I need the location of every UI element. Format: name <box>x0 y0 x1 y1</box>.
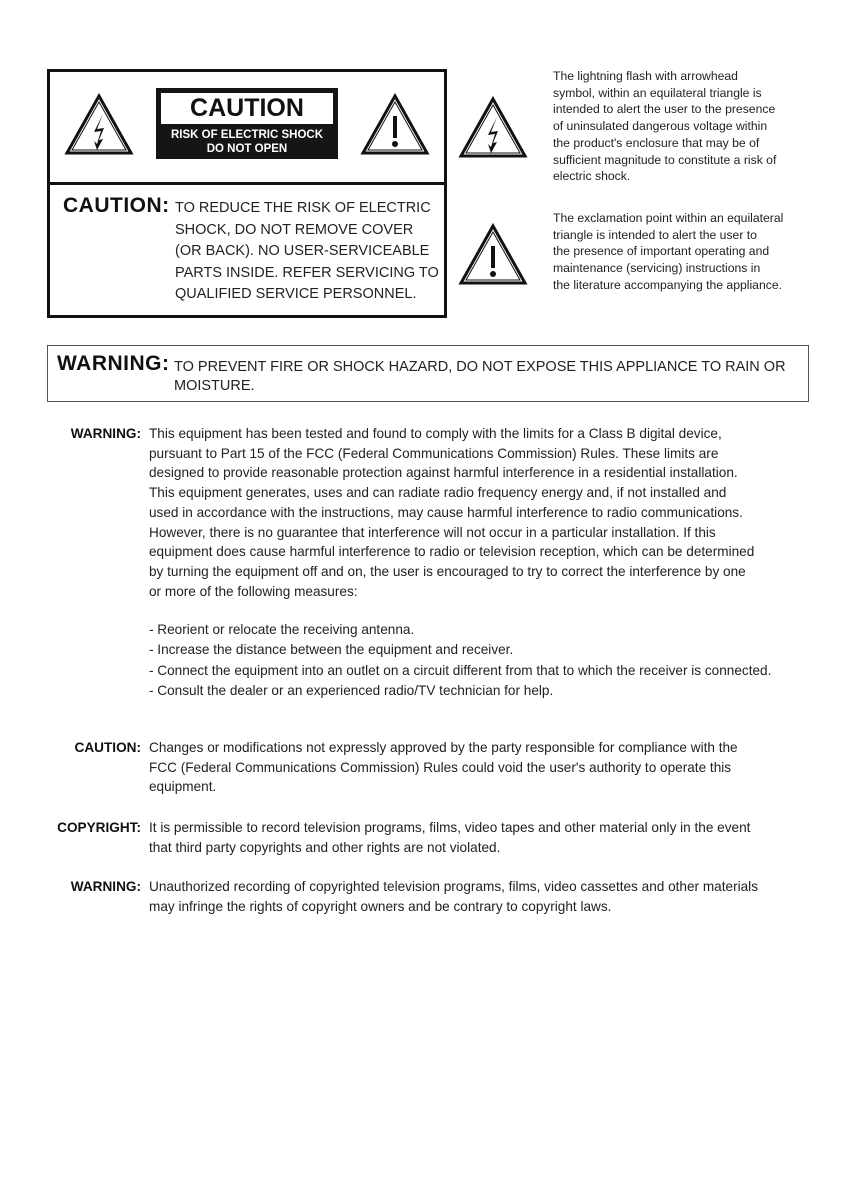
notice-label: WARNING: <box>70 426 141 441</box>
caution-text-line: TO REDUCE THE RISK OF ELECTRIC <box>175 200 431 216</box>
description-line: The exclamation point within an equilateral <box>553 211 784 225</box>
notice-line: designed to provide reasonable protection against harmful interference in a residential installation. <box>149 465 738 481</box>
caution-text-line: (OR BACK). NO USER-SERVICEABLE <box>175 243 430 259</box>
warning-box <box>47 345 809 402</box>
notice-line: Unauthorized recording of copyrighted television programs, films, video cassettes and other materials <box>149 879 758 894</box>
notice-line: equipment. <box>149 779 217 795</box>
notice-text <box>149 877 824 916</box>
list-item: - Reorient or relocate the receiving antenna. <box>149 622 415 637</box>
lightning-triangle-icon <box>64 92 134 156</box>
warning-text <box>174 358 804 396</box>
description-line: intended to alert the user to the presence <box>553 102 776 117</box>
notice-line: This equipment generates, uses and can radiate radio frequency energy and, if not installed and <box>149 485 727 501</box>
notice-line: may infringe the rights of copyright owners and be contrary to copyright laws. <box>149 898 612 914</box>
description-line: of uninsulated dangerous voltage within <box>553 119 768 134</box>
notice-line: by turning the equipment off and on, the user is encouraged to try to correct the interference by one <box>149 563 746 579</box>
caution-label-line: RISK OF ELECTRIC SHOCK <box>170 129 324 141</box>
list-item: - Connect the equipment into an outlet on a circuit different from that to which the receiver is connected. <box>149 662 772 678</box>
notice-line: Changes or modifications not expressly approved by the party responsible for compliance with the <box>149 740 738 755</box>
caution-text-line: SHOCK, DO NOT REMOVE COVER <box>175 221 414 238</box>
description-line: sufficient magnitude to constitute a risk of <box>553 152 777 167</box>
notice-line: pursuant to Part 15 of the FCC (Federal Communications Commission) Rules. These limits are <box>149 445 719 461</box>
description-line: maintenance (servicing) instructions in <box>553 261 761 276</box>
description-line: the product's enclosure that may be of <box>553 135 760 150</box>
lightning-symbol-icon <box>458 95 528 159</box>
exclamation-triangle-icon <box>360 92 430 156</box>
notice-line: FCC (Federal Communications Commission) Rules could void the user's authority to operate this <box>149 759 732 775</box>
caution-label-box <box>47 69 447 318</box>
caution-text-line: QUALIFIED SERVICE PERSONNEL. <box>175 286 417 302</box>
warning-text-line: TO PREVENT FIRE OR SHOCK HAZARD, DO NOT EXPOSE THIS APPLIANCE TO RAIN OR <box>174 359 786 375</box>
notice-text <box>149 424 824 601</box>
caution-text-line: PARTS INSIDE. REFER SERVICING TO <box>175 264 439 281</box>
notice-line: equipment does cause harmful interference to radio or television reception, which can be determined <box>149 544 755 560</box>
exclamation-symbol-icon <box>458 222 528 286</box>
notice-text <box>149 818 824 857</box>
notice-line: However, there is no guarantee that interference will not occur in a particular installation. If this <box>149 524 716 540</box>
list-item: - Consult the dealer or an experienced radio/TV technician for help. <box>149 682 554 698</box>
notice-text <box>149 738 824 797</box>
description-line: the literature accompanying the appliance. <box>553 277 782 292</box>
description-line: electric shock. <box>553 169 631 184</box>
caution-heading: CAUTION: <box>63 194 170 217</box>
notice-line: or more of the following measures: <box>149 583 358 599</box>
measures-list <box>149 620 824 701</box>
caution-text <box>175 198 447 306</box>
notice-line: This equipment has been tested and found to comply with the limits for a Class B digital device, <box>149 426 722 441</box>
exclamation-description <box>553 210 815 294</box>
notice-line: used in accordance with the instructions, may cause harmful interference to radio communications. <box>149 504 743 520</box>
description-line: the presence of important operating and <box>553 244 770 259</box>
warning-heading: WARNING: <box>57 352 170 375</box>
box-divider <box>50 182 444 185</box>
notice-label: CAUTION: <box>74 740 141 755</box>
caution-label <box>156 88 338 159</box>
notice-label: COPYRIGHT: <box>57 820 141 835</box>
caution-label-line: DO NOT OPEN <box>206 143 288 155</box>
description-line: The lightning flash with arrowhead <box>553 69 738 83</box>
warning-text-line: MOISTURE. <box>174 378 255 394</box>
description-line: triangle is intended to alert the user to <box>553 227 757 242</box>
notice-line: that third party copyrights and other rights are not violated. <box>149 839 501 855</box>
description-line: symbol, within an equilateral triangle is <box>553 85 762 100</box>
notice-line: It is permissible to record television programs, films, video tapes and other material only in the event <box>149 820 751 835</box>
list-item: - Increase the distance between the equipment and receiver. <box>149 642 514 658</box>
notice-label: WARNING: <box>70 879 141 894</box>
caution-label-title: CAUTION <box>160 92 334 125</box>
lightning-description <box>553 68 815 185</box>
